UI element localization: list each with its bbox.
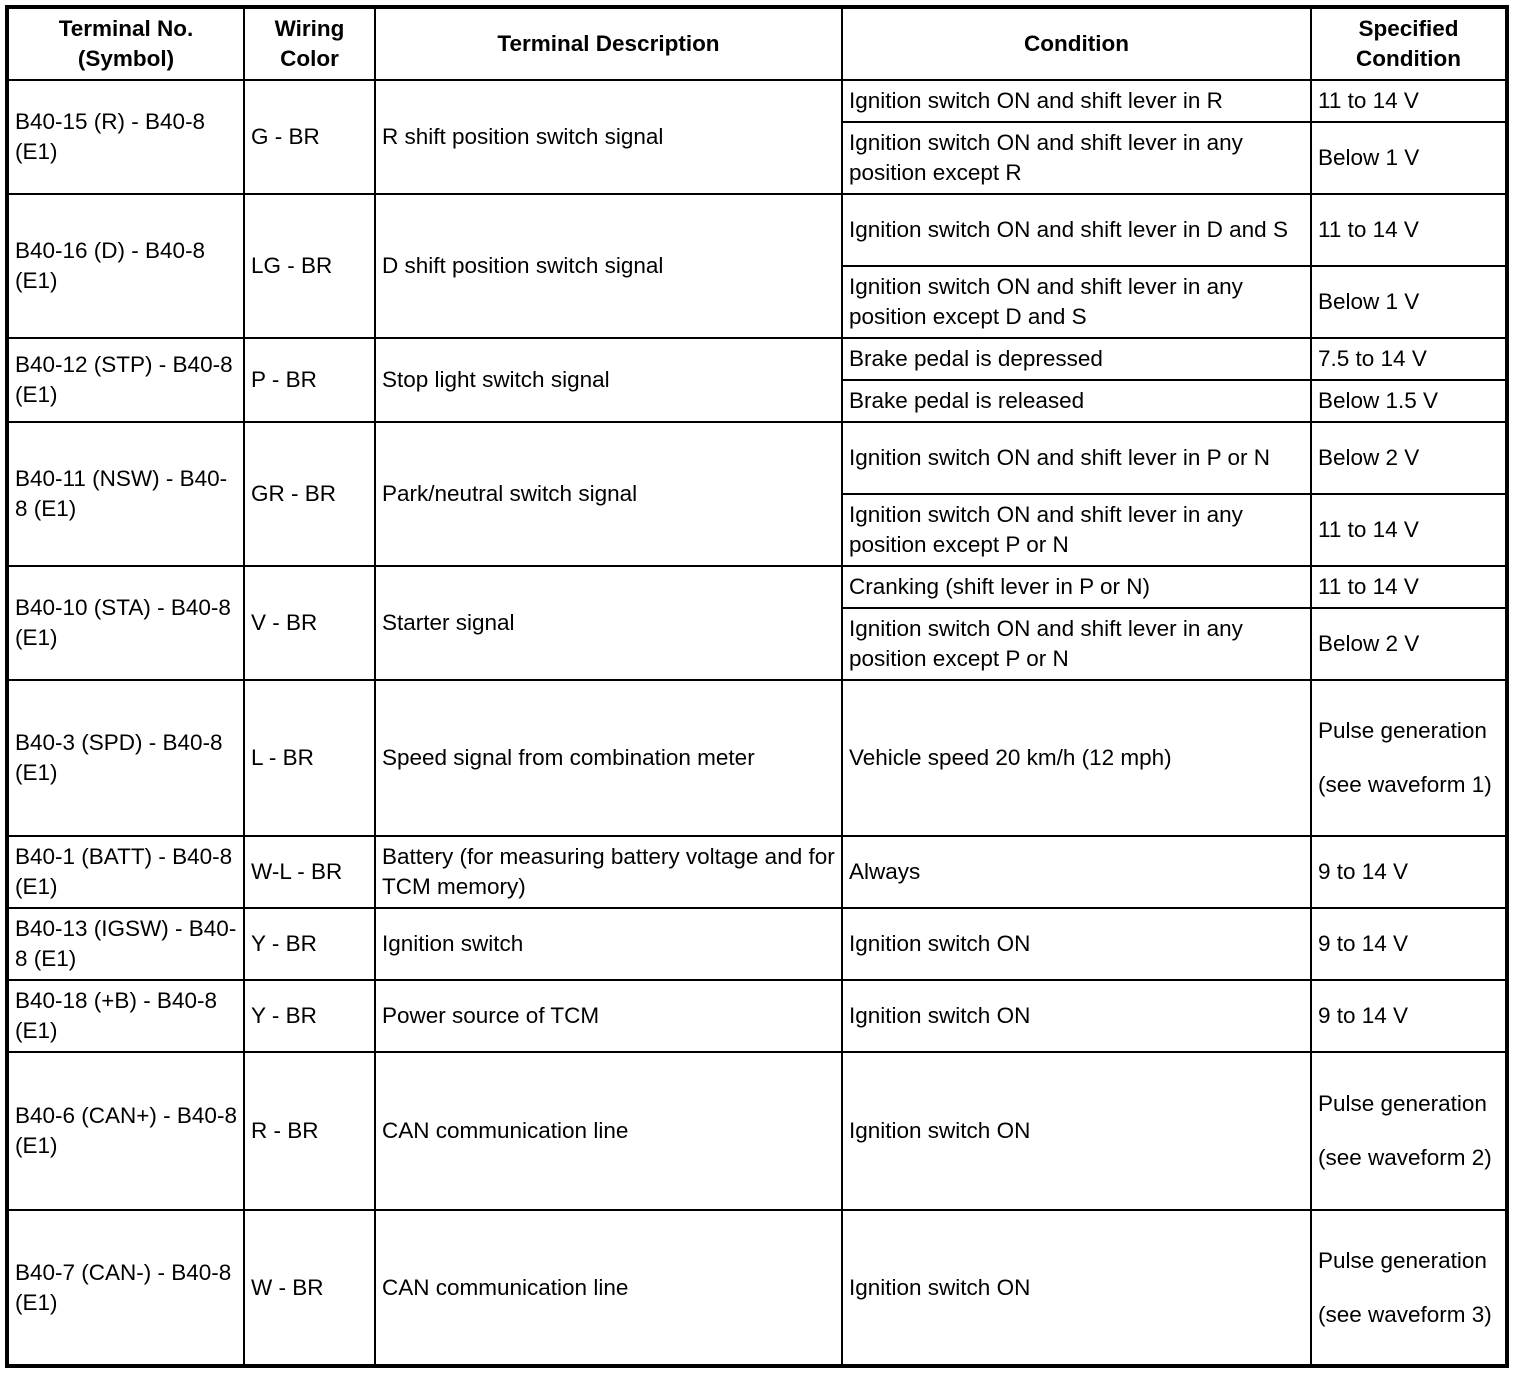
table-row (7, 980, 1507, 1052)
table-row (7, 1052, 1507, 1210)
spec-line: 9 to 14 V (1318, 859, 1409, 884)
header-condition: Condition (842, 7, 1311, 80)
specified-condition-cell (1311, 566, 1507, 608)
table-row (7, 566, 1507, 608)
spec-line: Below 2 V (1318, 445, 1420, 470)
table-row (7, 1210, 1507, 1366)
specified-condition-cell (1311, 266, 1507, 338)
condition-cell: Ignition switch ON (842, 980, 1311, 1052)
description-cell: Stop light switch signal (375, 338, 842, 422)
spec-line: 11 to 14 V (1318, 517, 1419, 542)
spec-line: Pulse generation (1318, 1091, 1487, 1116)
header-specified-condition: Specified Condition (1311, 7, 1507, 80)
condition-cell: Vehicle speed 20 km/h (12 mph) (842, 680, 1311, 836)
terminal-cell: B40-1 (BATT) - B40-8 (E1) (7, 836, 244, 908)
table-row (7, 338, 1507, 380)
condition-cell: Ignition switch ON and shift lever in any position except P or N (842, 608, 1311, 680)
terminal-cell: B40-18 (+B) - B40-8 (E1) (7, 980, 244, 1052)
wiring-color-cell: G - BR (244, 80, 375, 194)
terminal-cell: B40-11 (NSW) - B40-8 (E1) (7, 422, 244, 566)
specified-condition-cell (1311, 908, 1507, 980)
specified-condition-cell (1311, 680, 1507, 836)
condition-cell: Ignition switch ON (842, 908, 1311, 980)
spec-line: (see waveform 1) (1318, 772, 1492, 797)
table-row (7, 836, 1507, 908)
specified-condition-cell (1311, 80, 1507, 122)
spec-line: (see waveform 2) (1318, 1145, 1492, 1170)
condition-cell: Brake pedal is depressed (842, 338, 1311, 380)
spec-gap (1318, 1276, 1499, 1300)
wiring-color-cell: V - BR (244, 566, 375, 680)
spec-line: 9 to 14 V (1318, 931, 1409, 956)
description-cell: Speed signal from combination meter (375, 680, 842, 836)
table-row (7, 80, 1507, 122)
spec-line: 9 to 14 V (1318, 1003, 1409, 1028)
condition-cell: Ignition switch ON and shift lever in R (842, 80, 1311, 122)
header-terminal-no: Terminal No. (Symbol) (7, 7, 244, 80)
specified-condition-cell (1311, 980, 1507, 1052)
specified-condition-cell (1311, 608, 1507, 680)
spec-gap (1318, 746, 1499, 770)
terminal-cell: B40-6 (CAN+) - B40-8 (E1) (7, 1052, 244, 1210)
terminal-cell: B40-7 (CAN-) - B40-8 (E1) (7, 1210, 244, 1366)
spec-line: Below 2 V (1318, 631, 1420, 656)
specified-condition-cell (1311, 194, 1507, 266)
specified-condition-cell (1311, 122, 1507, 194)
table-row (7, 194, 1507, 266)
description-cell: Power source of TCM (375, 980, 842, 1052)
description-cell: CAN communication line (375, 1210, 842, 1366)
terminal-cell: B40-12 (STP) - B40-8 (E1) (7, 338, 244, 422)
description-cell: Battery (for measuring battery voltage and for TCM memory) (375, 836, 842, 908)
spec-line: 11 to 14 V (1318, 217, 1419, 242)
condition-cell: Brake pedal is released (842, 380, 1311, 422)
table-row (7, 422, 1507, 494)
header-terminal-description: Terminal Description (375, 7, 842, 80)
spec-line: 11 to 14 V (1318, 88, 1419, 113)
spec-gap (1318, 1119, 1499, 1143)
specified-condition-cell (1311, 836, 1507, 908)
header-row (7, 7, 1507, 80)
spec-line: Pulse generation (1318, 1247, 1487, 1273)
specified-condition-cell (1311, 1052, 1507, 1210)
description-cell: CAN communication line (375, 1052, 842, 1210)
condition-cell: Ignition switch ON and shift lever in P or N (842, 422, 1311, 494)
description-cell: Park/neutral switch signal (375, 422, 842, 566)
description-cell: Starter signal (375, 566, 842, 680)
spec-line: 7.5 to 14 V (1318, 346, 1427, 371)
wiring-color-cell: GR - BR (244, 422, 375, 566)
wiring-color-cell: P - BR (244, 338, 375, 422)
terminal-table (5, 5, 1509, 1368)
table-row (7, 680, 1507, 836)
wiring-color-cell: W-L - BR (244, 836, 375, 908)
spec-line: Pulse generation (1318, 718, 1487, 743)
wiring-color-cell: LG - BR (244, 194, 375, 338)
spec-line: 11 to 14 V (1318, 574, 1419, 599)
spec-line: Below 1 V (1318, 145, 1420, 170)
spec-line: Below 1.5 V (1318, 388, 1439, 413)
terminal-cell: B40-16 (D) - B40-8 (E1) (7, 194, 244, 338)
terminal-cell: B40-15 (R) - B40-8 (E1) (7, 80, 244, 194)
terminal-cell: B40-13 (IGSW) - B40-8 (E1) (7, 908, 244, 980)
specified-condition-cell (1311, 1210, 1507, 1366)
condition-cell: Always (842, 836, 1311, 908)
table-row (7, 908, 1507, 980)
condition-cell: Ignition switch ON and shift lever in any position except P or N (842, 494, 1311, 566)
specified-condition-cell (1311, 422, 1507, 494)
wiring-color-cell: Y - BR (244, 908, 375, 980)
spec-line: Below 1 V (1318, 289, 1420, 314)
wiring-color-cell: L - BR (244, 680, 375, 836)
description-cell: R shift position switch signal (375, 80, 842, 194)
wiring-color-cell: R - BR (244, 1052, 375, 1210)
condition-cell: Ignition switch ON (842, 1210, 1311, 1366)
description-cell: Ignition switch (375, 908, 842, 980)
specified-condition-cell (1311, 380, 1507, 422)
header-wiring-color: Wiring Color (244, 7, 375, 80)
specified-condition-cell (1311, 494, 1507, 566)
terminal-cell: B40-3 (SPD) - B40-8 (E1) (7, 680, 244, 836)
wiring-color-cell: W - BR (244, 1210, 375, 1366)
table-body (7, 80, 1507, 1366)
description-cell: D shift position switch signal (375, 194, 842, 338)
condition-cell: Ignition switch ON and shift lever in any position except D and S (842, 266, 1311, 338)
condition-cell: Ignition switch ON and shift lever in any position except R (842, 122, 1311, 194)
condition-cell: Cranking (shift lever in P or N) (842, 566, 1311, 608)
condition-cell: Ignition switch ON (842, 1052, 1311, 1210)
condition-cell: Ignition switch ON and shift lever in D and S (842, 194, 1311, 266)
spec-line: (see waveform 3) (1318, 1301, 1492, 1327)
wiring-color-cell: Y - BR (244, 980, 375, 1052)
terminal-cell: B40-10 (STA) - B40-8 (E1) (7, 566, 244, 680)
specified-condition-cell (1311, 338, 1507, 380)
